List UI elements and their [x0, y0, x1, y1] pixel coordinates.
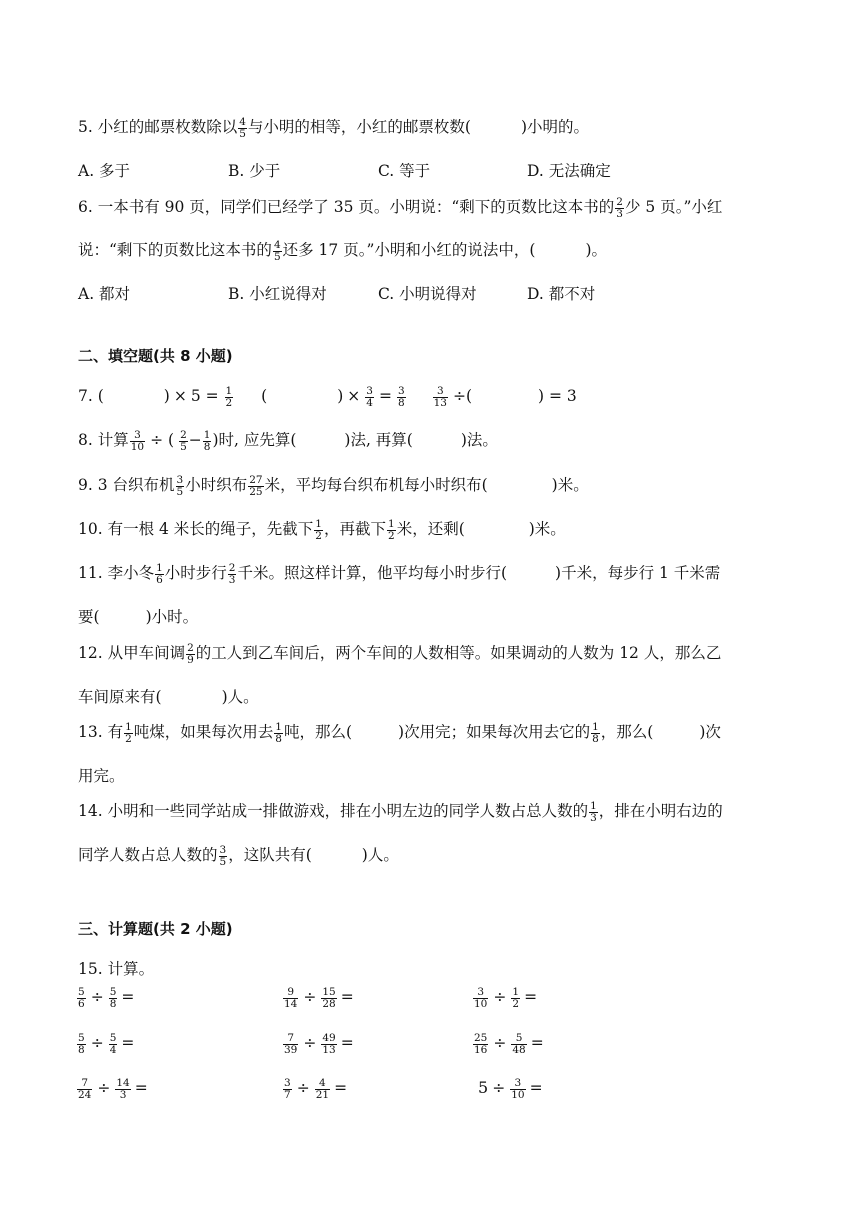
- calc-expression: $\frac{5}{6}$ ÷ $\frac{5}{8}$ =: [78, 985, 135, 1010]
- calc-expression: $\frac{9}{14}$ ÷ $\frac{15}{28}$ =: [284, 985, 354, 1010]
- fraction: $\frac{15}{28}$: [322, 985, 336, 1010]
- calc-expression: $\frac{5}{8}$ ÷ $\frac{5}{4}$ =: [78, 1031, 135, 1056]
- option-b[interactable]: B. 少于: [228, 162, 281, 180]
- question-10: 10. 有一根 4 米长的绳子，先截下 $\frac{1}{2}$ ，再截下 $\frac{1}{2}$ 米，还剩( )米。: [78, 517, 566, 542]
- fraction: $\frac{3}{7}$: [284, 1076, 291, 1101]
- question-12-line-2: 车间原来有( )人。: [78, 688, 259, 706]
- question-11-line-2: 要( )小时。: [78, 608, 199, 626]
- question-12-line-1: 12. 从甲车间调 $\frac{2}{9}$ 的工人到乙车间后，两个车间的人数相等。如果调动的人数为 12 人，那么乙: [78, 641, 722, 666]
- question-5: [78, 116, 589, 140]
- fraction: $\frac{49}{13}$: [322, 1031, 336, 1056]
- fraction: $\frac{5}{4}$: [109, 1031, 117, 1056]
- option-c[interactable]: C. 小明说得对: [378, 285, 477, 303]
- fraction: $\frac{3}{10}$: [474, 985, 488, 1010]
- fraction: $\frac{2}{3}$: [616, 195, 623, 220]
- fraction: $\frac{3}{8}$: [397, 384, 405, 409]
- question-14-line-2: 同学人数占总人数的 $\frac{3}{5}$ ，这队共有( )人。: [78, 843, 399, 868]
- q5-text: 5. 小红的邮票枚数除以: [78, 118, 238, 136]
- question-8: 8. 计算 $\frac{3}{10}$ ÷ ( $\frac{2}{5}$ − $\frac{1}{8}$ )时, 应先算( )法, 再算( )法。: [78, 428, 498, 453]
- fraction: $\frac{3}{13}$: [433, 384, 447, 409]
- fraction: $\frac{4}{5}$: [273, 238, 281, 263]
- fraction: $\frac{1}{8}$: [592, 720, 599, 745]
- fraction: $\frac{27}{25}$: [249, 473, 263, 498]
- fraction: $\frac{5}{8}$: [109, 985, 117, 1010]
- question-15-label: 15. 计算。: [78, 960, 155, 978]
- question-14-line-1: 14. 小明和一些同学站成一排做游戏，排在小明左边的同学人数占总人数的 $\frac{1}{3}$ ，排在小明右边的: [78, 799, 723, 824]
- question-9: 9. 3 台织布机 $\frac{3}{5}$ 小时织布 $\frac{27}{25}$ 米，平均每台织布机每小时织布( )米。: [78, 473, 589, 498]
- fraction: $\frac{2}{9}$: [187, 641, 194, 666]
- section-2-title: 二、填空题(共 8 小题): [78, 347, 233, 365]
- fraction: $\frac{1}{2}$: [125, 720, 132, 745]
- fraction: $\frac{3}{4}$: [366, 384, 373, 409]
- option-a[interactable]: A. 多于: [78, 162, 131, 180]
- fraction: $\frac{1}{2}$: [512, 985, 520, 1010]
- fraction: $\frac{3}{5}$: [219, 843, 227, 868]
- calc-expression: $\frac{3}{10}$ ÷ $\frac{1}{2}$ =: [474, 985, 538, 1010]
- fraction: $\frac{4}{5}$: [239, 115, 246, 140]
- calc-expression: 5 ÷ $\frac{3}{10}$ =: [478, 1076, 543, 1101]
- fraction: $\frac{1}{2}$: [388, 517, 395, 542]
- fraction: $\frac{1}{2}$: [315, 517, 322, 542]
- fraction: $\frac{5}{8}$: [78, 1031, 85, 1056]
- question-13-line-1: 13. 有 $\frac{1}{2}$ 吨煤，如果每次用去 $\frac{1}{8}$ 吨，那么( )次用完；如果每次用去它的 $\frac{1}{8}$ ，那么( )次: [78, 720, 721, 745]
- fraction: $\frac{9}{14}$: [284, 985, 298, 1010]
- option-d[interactable]: D. 都不对: [527, 285, 596, 303]
- fraction: $\frac{3}{5}$: [176, 473, 184, 498]
- question-11-line-1: 11. 李小冬 $\frac{1}{6}$ 小时步行 $\frac{2}{3}$ 千米。照这样计算，他平均每小时步行( )千米，每步行 1 千米需: [78, 561, 721, 586]
- fraction: $\frac{1}{6}$: [156, 561, 163, 586]
- fraction: $\frac{3}{10}$: [511, 1076, 525, 1101]
- fraction: $\frac{1}{8}$: [275, 720, 282, 745]
- calc-expression: $\frac{7}{24}$ ÷ $\frac{14}{3}$ =: [78, 1076, 148, 1101]
- fraction: $\frac{14}{3}$: [116, 1076, 130, 1101]
- section-3-title: 三、计算题(共 2 小题): [78, 920, 233, 938]
- fraction: $\frac{5}{48}$: [512, 1031, 526, 1056]
- fraction: $\frac{2}{5}$: [180, 428, 187, 453]
- calc-expression: $\frac{25}{16}$ ÷ $\frac{5}{48}$ =: [474, 1031, 544, 1056]
- fraction: $\frac{2}{3}$: [228, 561, 236, 586]
- option-a[interactable]: A. 都对: [78, 285, 131, 303]
- question-6-line-1: 6. 一本书有 90 页，同学们已经学了 35 页。小明说：“剩下的页数比这本书的 $\frac{2}{3}$ 少 5 页。”小红: [78, 195, 723, 220]
- q5-text: )小明的。: [520, 118, 590, 136]
- fraction: $\frac{5}{6}$: [78, 985, 85, 1010]
- fraction: $\frac{7}{24}$: [78, 1076, 92, 1101]
- fraction: $\frac{3}{10}$: [130, 428, 145, 453]
- fraction: $\frac{25}{16}$: [474, 1031, 488, 1056]
- question-7: 7. ( ) × 5 = $\frac{1}{2}$ ( ) × $\frac{3}{4}$ = $\frac{3}{8}$ $\frac{3}{13}$ ÷( ) = 3: [78, 384, 577, 409]
- option-d[interactable]: D. 无法确定: [527, 162, 611, 180]
- option-c[interactable]: C. 等于: [378, 162, 431, 180]
- option-b[interactable]: B. 小红说得对: [228, 285, 327, 303]
- calc-expression: $\frac{3}{7}$ ÷ $\frac{4}{21}$ =: [284, 1076, 348, 1101]
- fraction: $\frac{1}{8}$: [203, 428, 211, 453]
- question-13-line-2: 用完。: [78, 767, 125, 785]
- question-6-line-2: 说：“剩下的页数比这本书的 $\frac{4}{5}$ 还多 17 页。”小明和小红的说法中，( )。: [78, 238, 607, 263]
- calc-expression: $\frac{7}{39}$ ÷ $\frac{49}{13}$ =: [284, 1031, 354, 1056]
- fraction: $\frac{7}{39}$: [284, 1031, 298, 1056]
- q5-text: 与小明的相等，小红的邮票枚数(: [247, 118, 471, 136]
- fraction: $\frac{1}{3}$: [590, 799, 597, 824]
- fraction: $\frac{1}{2}$: [225, 384, 233, 409]
- fraction: $\frac{4}{21}$: [315, 1076, 330, 1101]
